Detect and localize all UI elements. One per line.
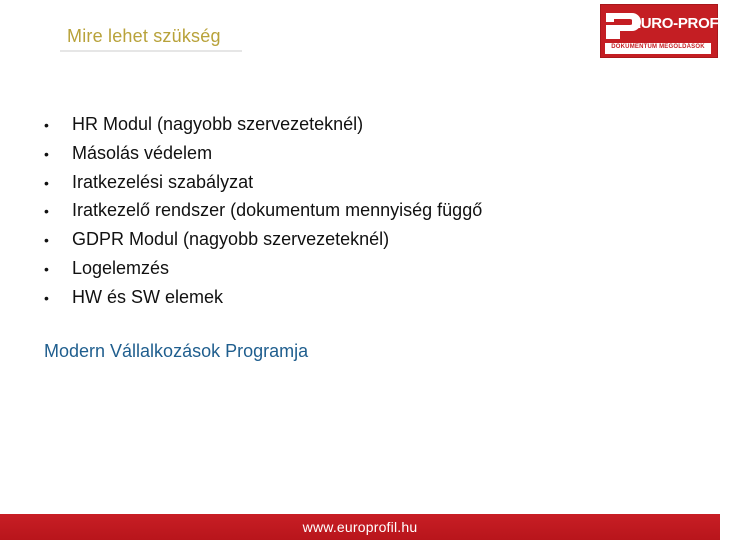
footer-website-url: www.europrofil.hu: [302, 519, 418, 535]
bullet-text: GDPR Modul (nagyobb szervezeteknél): [72, 229, 390, 250]
logo-name: EURO-PROFIL: [631, 15, 731, 32]
bullet-text: Iratkezelési szabályzat: [72, 171, 254, 192]
bullet-text: HR Modul (nagyobb szervezeteknél): [72, 114, 364, 134]
bullet-point: •: [44, 232, 49, 249]
slide-title: Mire lehet szükség: [67, 26, 221, 46]
bullet-text: HW és SW elemek: [72, 286, 224, 307]
bullet-item-gdpr-modul: [44, 225, 482, 254]
title-divider: [60, 50, 242, 52]
bullet-text: Másolás védelem: [72, 142, 213, 163]
logo-tagline: DOKUMENTUM MEGOLDÁSOK: [611, 44, 705, 50]
program-name: Modern Vállalkozások Programja: [44, 341, 309, 361]
bullet-item-masolas-vedelem: [44, 139, 482, 168]
bullet-item-iratkezelesi-szabalyzat: [44, 168, 482, 197]
footer-bar: [0, 514, 720, 540]
bullet-list: [44, 110, 482, 312]
bullet-item-hw-sw-elemek: [44, 283, 482, 312]
bullet-item-hr-modul: [44, 110, 482, 139]
euro-profil-logo: [600, 4, 731, 58]
bullet-item-iratkezelo-rendszer: [44, 196, 482, 225]
logo-tagline-bar: [605, 43, 711, 54]
bullet-point: •: [44, 145, 49, 162]
bullet-text: Iratkezelő rendszer (dokumentum mennyiség függő: [72, 200, 483, 221]
bullet-item-logelemzes: [44, 254, 482, 283]
bullet-point: •: [44, 203, 49, 220]
bullet-text: Logelemzés: [72, 257, 170, 278]
bullet-point: •: [44, 289, 49, 306]
bullet-point: •: [44, 260, 49, 277]
bullet-point: •: [44, 117, 49, 133]
bullet-point: •: [44, 174, 49, 191]
